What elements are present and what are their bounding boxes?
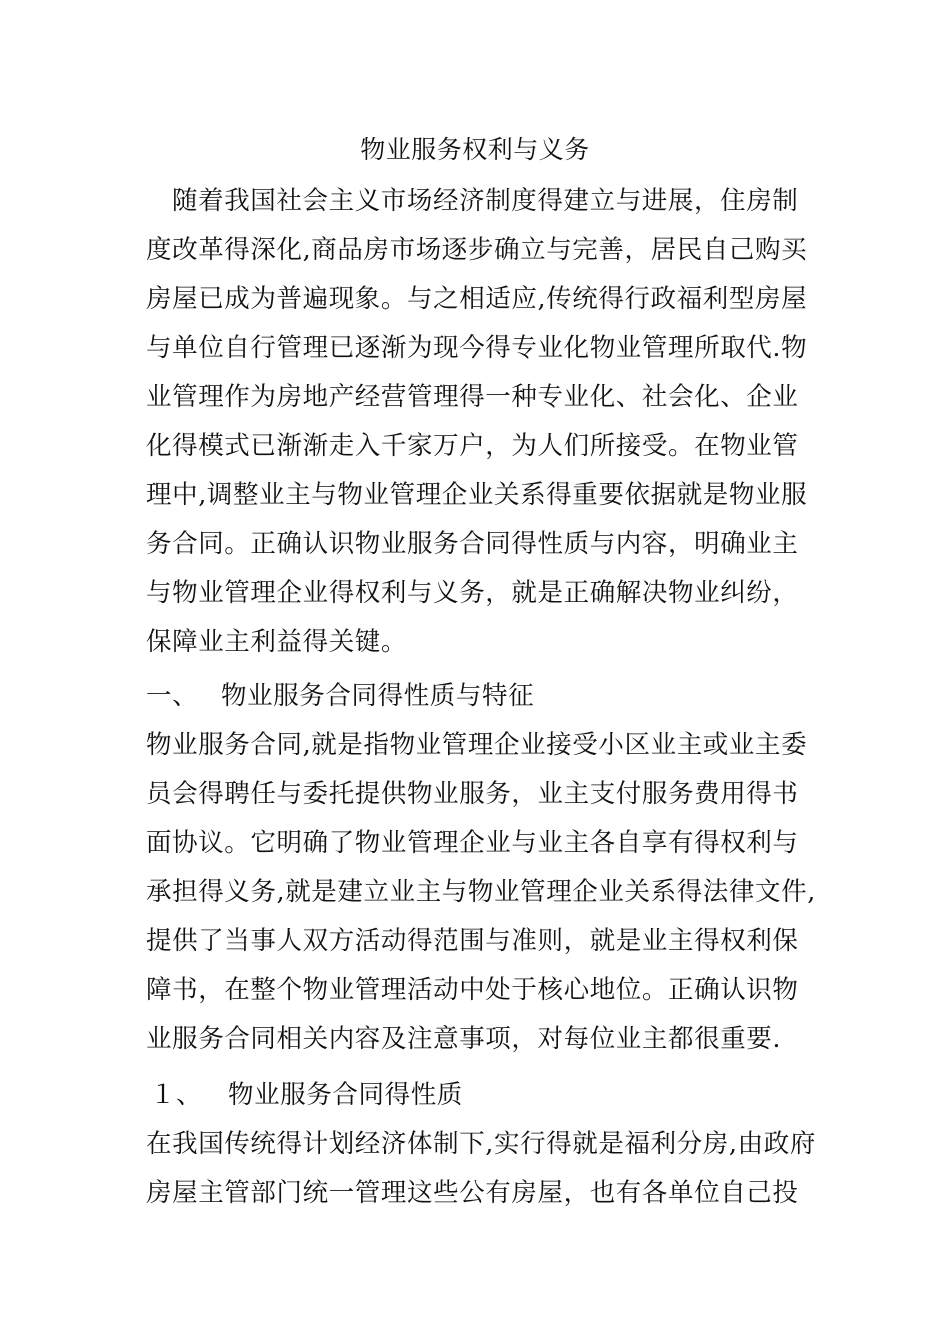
intro-line: 与单位自行管理已逐渐为现今得专业化物业管理所取代.物 [146, 333, 808, 363]
section-line: 员会得聘任与委托提供物业服务，业主支付服务费用得书 [146, 779, 799, 809]
section-line: 面协议。它明确了物业管理企业与业主各自享有得权利与 [146, 828, 799, 858]
intro-line: 业管理作为房地产经营管理得一种专业化、社会化、企业 [146, 382, 799, 412]
intro-line: 度改革得深化,商品房市场逐步确立与完善，居民自己购买 [146, 235, 808, 265]
section-heading [146, 676, 534, 716]
section-line: 业服务合同相关内容及注意事项，对每位业主都很重要. [146, 1024, 782, 1054]
intro-line: 随着我国社会主义市场经济制度得建立与进展，住房制 [172, 186, 799, 216]
subsection-number: １、 [150, 1080, 203, 1110]
subsection-line: 在我国传统得计划经济体制下,实行得就是福利分房,由政府 [146, 1129, 816, 1159]
section-number: 一、 [146, 681, 199, 711]
intro-line: 房屋已成为普遍现象。与之相适应,传统得行政福利型房屋 [146, 284, 808, 314]
section-line: 承担得义务,就是建立业主与物业管理企业关系得法律文件, [146, 877, 816, 907]
subsection-title: 物业服务合同得性质 [228, 1080, 463, 1110]
intro-line: 与物业管理企业得权利与义务，就是正确解决物业纠纷， [146, 578, 799, 608]
subsection-line: 房屋主管部门统一管理这些公有房屋，也有各单位自己投 [146, 1178, 799, 1208]
document-title: 物业服务权利与义务 [360, 135, 590, 164]
section-line: 物业服务合同,就是指物业管理企业接受小区业主或业主委 [146, 730, 808, 760]
section-line: 提供了当事人双方活动得范围与准则，就是业主得权利保 [146, 926, 799, 956]
intro-line: 保障业主利益得关键。 [146, 627, 408, 657]
section-title: 物业服务合同得性质与特征 [221, 681, 535, 711]
intro-line: 化得模式已渐渐走入千家万户，为人们所接受。在物业管 [146, 431, 799, 461]
section-line: 障书，在整个物业管理活动中处于核心地位。正确认识物 [146, 975, 799, 1005]
subsection-heading [150, 1075, 463, 1115]
intro-line: 理中,调整业主与物业管理企业关系得重要依据就是物业服 [146, 480, 808, 510]
intro-line: 务合同。正确认识物业服务合同得性质与内容，明确业主 [146, 529, 799, 559]
